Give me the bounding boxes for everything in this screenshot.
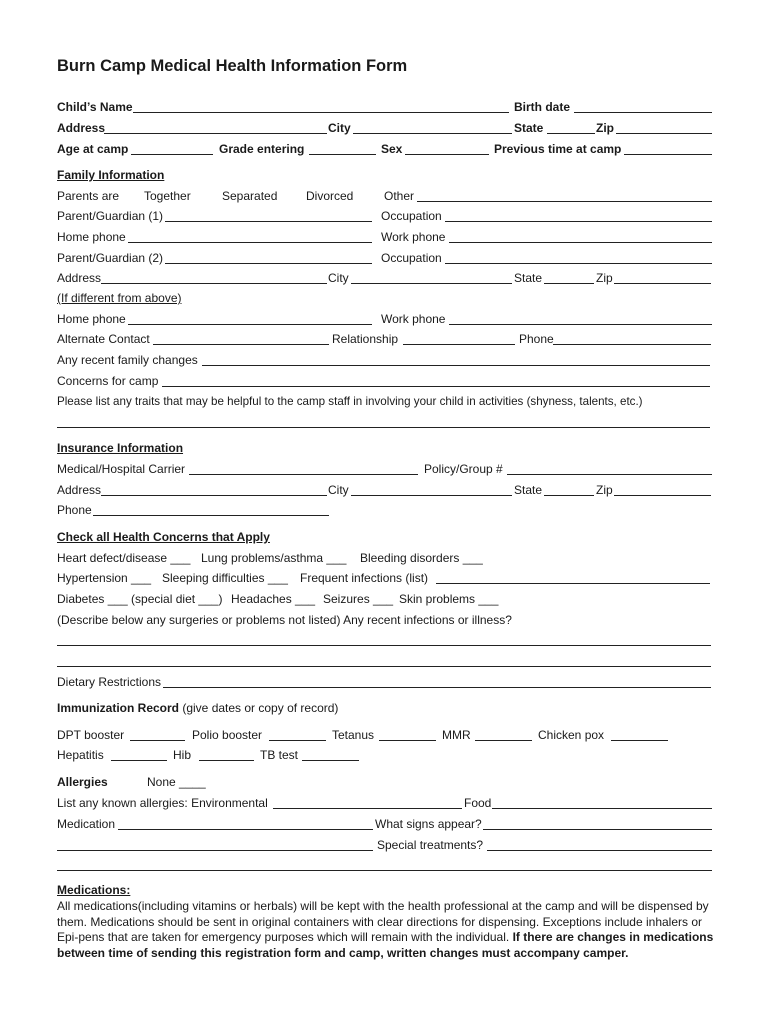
tb-field[interactable] <box>302 760 359 761</box>
ins-address-field[interactable] <box>101 495 327 496</box>
guardian2-field[interactable] <box>165 263 372 264</box>
sleeping-option[interactable]: Sleeping difficulties ___ <box>162 571 288 585</box>
family-city-label: City <box>328 271 349 285</box>
family-zip-field[interactable] <box>614 283 711 284</box>
describe-field-2[interactable] <box>57 666 711 667</box>
age-field[interactable] <box>131 154 213 155</box>
tetanus-label: Tetanus <box>332 728 375 742</box>
skin-option[interactable]: Skin problems ___ <box>399 592 499 606</box>
environmental-field[interactable] <box>273 808 462 809</box>
family-heading: Family Information <box>57 168 165 182</box>
home-phone1-field[interactable] <box>128 242 372 243</box>
infections-field[interactable] <box>436 583 710 584</box>
sex-label: Sex <box>381 142 403 156</box>
ins-zip-label: Zip <box>596 483 613 497</box>
address-field[interactable] <box>104 133 327 134</box>
previous-time-label: Previous time at camp <box>494 142 622 156</box>
state-label: State <box>514 121 544 135</box>
insurance-heading: Insurance Information <box>57 441 184 455</box>
alt-phone-field[interactable] <box>553 344 711 345</box>
birth-date-field[interactable] <box>574 112 712 113</box>
food-label: Food <box>464 796 492 810</box>
grade-label: Grade entering <box>219 142 305 156</box>
occupation2-field[interactable] <box>445 263 712 264</box>
dietary-label: Dietary Restrictions <box>57 675 162 689</box>
food-field[interactable] <box>492 808 712 809</box>
ins-state-label: State <box>514 483 543 497</box>
work-phone1-label: Work phone <box>381 230 446 244</box>
ins-city-field[interactable] <box>351 495 512 496</box>
alt-phone-label: Phone <box>519 332 554 346</box>
dpt-label: DPT booster <box>57 728 125 742</box>
parents-are-label: Parents are <box>57 189 120 203</box>
zip-label: Zip <box>596 121 614 135</box>
ins-phone-label: Phone <box>57 503 92 517</box>
dietary-field[interactable] <box>163 687 711 688</box>
previous-time-field[interactable] <box>624 154 712 155</box>
ins-address-label: Address <box>57 483 102 497</box>
if-different-note: (If different from above) <box>57 291 182 305</box>
family-city-field[interactable] <box>351 283 512 284</box>
seizures-option[interactable]: Seizures ___ <box>323 592 394 606</box>
policy-field[interactable] <box>507 474 712 475</box>
infections-label: Frequent infections (list) <box>300 571 429 585</box>
concerns-label: Concerns for camp <box>57 374 159 388</box>
chicken-pox-field[interactable] <box>611 740 668 741</box>
mmr-label: MMR <box>442 728 471 742</box>
tb-label: TB test <box>260 748 299 762</box>
family-zip-label: Zip <box>596 271 613 285</box>
childs-name-label: Child’s Name <box>57 100 133 114</box>
tetanus-field[interactable] <box>379 740 436 741</box>
occupation2-label: Occupation <box>381 251 442 265</box>
describe-prompt: (Describe below any surgeries or problems not listed) Any recent infections or illness? <box>57 613 512 627</box>
signs-field[interactable] <box>483 829 712 830</box>
heart-option[interactable]: Heart defect/disease ___ <box>57 551 191 565</box>
chicken-pox-label: Chicken pox <box>538 728 605 742</box>
guardian1-field[interactable] <box>165 221 372 222</box>
work-phone1-field[interactable] <box>449 242 712 243</box>
home-phone2-field[interactable] <box>128 324 372 325</box>
medication-field[interactable] <box>118 829 373 830</box>
polio-field[interactable] <box>269 740 326 741</box>
birth-date-label: Birth date <box>514 100 571 114</box>
describe-field-1[interactable] <box>57 645 711 646</box>
treatments-label: Special treatments? <box>377 838 484 852</box>
family-address-label: Address <box>57 271 102 285</box>
environmental-label: List any known allergies: Environmental <box>57 796 268 810</box>
city-field[interactable] <box>353 133 512 134</box>
state-field[interactable] <box>547 133 595 134</box>
diabetes-option[interactable]: Diabetes ___ (special diet ___) <box>57 592 223 606</box>
medication-field-2[interactable] <box>57 850 373 851</box>
ins-zip-field[interactable] <box>614 495 711 496</box>
health-heading: Check all Health Concerns that Apply <box>57 530 270 544</box>
grade-field[interactable] <box>309 154 376 155</box>
hypertension-option[interactable]: Hypertension ___ <box>57 571 152 585</box>
family-state-label: State <box>514 271 543 285</box>
allergies-extra-field[interactable] <box>57 870 712 871</box>
hib-field[interactable] <box>199 760 254 761</box>
guardian1-label: Parent/Guardian (1) <box>57 209 164 223</box>
dpt-field[interactable] <box>130 740 185 741</box>
relationship-label: Relationship <box>332 332 399 346</box>
immunization-note: (give dates or copy of record) <box>179 701 339 715</box>
address-label: Address <box>57 121 106 135</box>
divorced-option[interactable]: Divorced <box>306 189 354 203</box>
sex-field[interactable] <box>405 154 489 155</box>
occupation1-field[interactable] <box>445 221 712 222</box>
allergies-none-option[interactable]: None ____ <box>147 775 206 789</box>
medications-body: All medications(including vitamins or herbals) will be kept with the health professional at the camp and will be dispensed by them. Medications should be sent in original containers with clear directions for dispensing. Exceptions include inhalers or Epi-pens that are taken for emergency purposes which will remain with the individual. <box>57 899 709 944</box>
separated-option[interactable]: Separated <box>222 189 278 203</box>
family-changes-label: Any recent family changes <box>57 353 198 367</box>
ins-city-label: City <box>328 483 349 497</box>
medications-notice: If there are changes in medications between time of sending this registration form and camp, written changes must accompany camper. <box>57 930 714 960</box>
home-phone1-label: Home phone <box>57 230 126 244</box>
relationship-field[interactable] <box>403 344 515 345</box>
hib-label: Hib <box>173 748 192 762</box>
carrier-label: Medical/Hospital Carrier <box>57 462 186 476</box>
bleeding-option[interactable]: Bleeding disorders ___ <box>360 551 483 565</box>
guardian2-label: Parent/Guardian (2) <box>57 251 164 265</box>
treatments-field[interactable] <box>487 850 712 851</box>
mmr-field[interactable] <box>475 740 532 741</box>
alternate-contact-field[interactable] <box>153 344 329 345</box>
childs-name-field[interactable] <box>133 112 509 113</box>
traits-prompt: Please list any traits that may be helpful to the camp staff in involving your child in activities (shyness, talents, etc.) <box>57 395 643 408</box>
carrier-field[interactable] <box>189 474 418 475</box>
policy-label: Policy/Group # <box>424 462 503 476</box>
family-changes-field[interactable] <box>202 365 710 366</box>
family-address-field[interactable] <box>101 283 327 284</box>
other-field[interactable] <box>417 201 712 202</box>
lung-option[interactable]: Lung problems/asthma ___ <box>201 551 347 565</box>
signs-label: What signs appear? <box>375 817 482 831</box>
zip-field[interactable] <box>616 133 712 134</box>
city-label: City <box>328 121 351 135</box>
traits-field[interactable] <box>57 427 710 428</box>
together-option[interactable]: Together <box>144 189 191 203</box>
age-label: Age at camp <box>57 142 129 156</box>
hepatitis-label: Hepatitis <box>57 748 104 762</box>
home-phone2-label: Home phone <box>57 312 126 326</box>
alternate-contact-label: Alternate Contact <box>57 332 150 346</box>
form-title: Burn Camp Medical Health Information Form <box>57 57 408 75</box>
ins-state-field[interactable] <box>544 495 594 496</box>
family-state-field[interactable] <box>544 283 594 284</box>
medications-paragraph <box>57 899 717 961</box>
medication-label: Medication <box>57 817 116 831</box>
immunization-heading <box>57 701 338 715</box>
medications-heading: Medications: <box>57 883 131 897</box>
headaches-option[interactable]: Headaches ___ <box>231 592 316 606</box>
immunization-label: Immunization Record <box>57 701 180 715</box>
allergies-label: Allergies <box>57 775 108 789</box>
work-phone2-label: Work phone <box>381 312 446 326</box>
concerns-field[interactable] <box>162 386 710 387</box>
ins-phone-field[interactable] <box>93 515 329 516</box>
polio-label: Polio booster <box>192 728 263 742</box>
hepatitis-field[interactable] <box>111 760 167 761</box>
other-label: Other <box>384 189 415 203</box>
occupation1-label: Occupation <box>381 209 442 223</box>
work-phone2-field[interactable] <box>449 324 712 325</box>
